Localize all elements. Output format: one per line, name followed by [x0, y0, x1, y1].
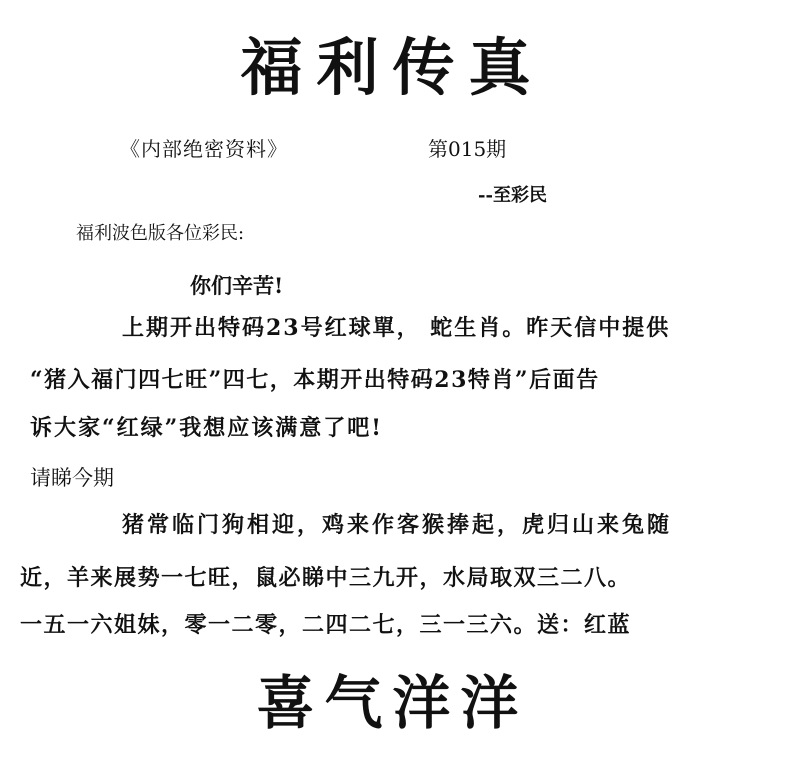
- body-line-2: “猪入福门四七旺”四七，本期开出特码23特肖”后面告: [30, 367, 600, 393]
- issue-number: 第015期: [428, 137, 507, 161]
- body-line-1: 上期开出特码23号红球單， 蛇生肖。昨天信中提供: [122, 315, 671, 341]
- salutation: 你们辛苦!: [190, 273, 284, 298]
- body-line-4: 请睇今期: [30, 466, 114, 490]
- body-line-5: 猪常临门狗相迎，鸡来作客猴捧起，虎归山来兔随: [122, 512, 673, 538]
- page-title: 福利传真: [240, 31, 545, 104]
- body-line-6: 近，羊来展势一七旺，鼠必睇中三九开，水局取双三二八。: [20, 565, 632, 591]
- greeting: 福利波色版各位彩民:: [76, 223, 245, 244]
- body-line-7: 一五一六姐妹，零一二零，二四二七，三一三六。送：红蓝: [20, 612, 632, 638]
- signature: --至彩民: [478, 185, 547, 206]
- subtitle-confidential: 《内部绝密资料》: [120, 137, 288, 161]
- closing-title: 喜气洋洋: [256, 669, 529, 737]
- body-line-3: 诉大家“红绿”我想应该满意了吧!: [30, 415, 383, 441]
